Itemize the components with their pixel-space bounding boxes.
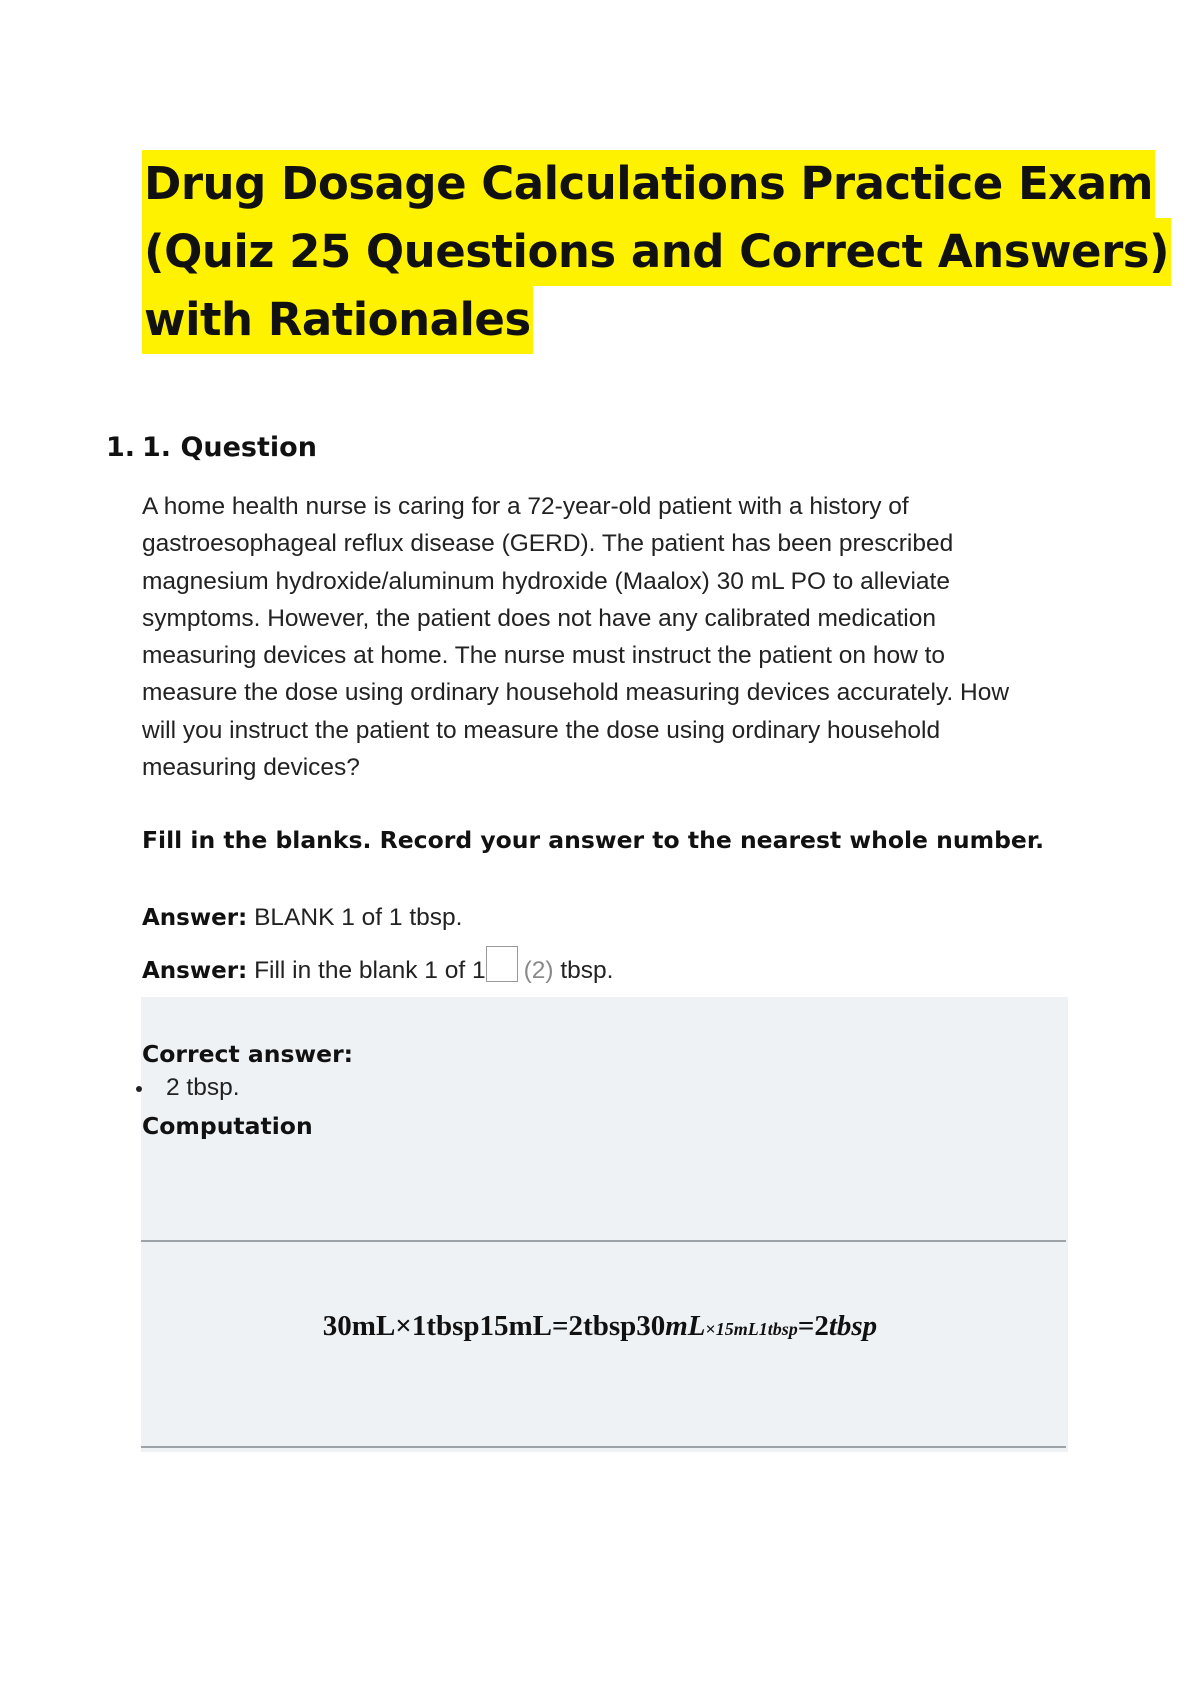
- question-text: [142, 488, 1042, 786]
- answer-text: BLANK 1 of 1 tbsp.: [254, 904, 463, 931]
- title-line-3: with Rationales: [142, 286, 533, 354]
- bullet-icon: [136, 1086, 142, 1092]
- question-text-line: gastroesophageal reflux disease (GERD). The patient has been prescribed: [142, 530, 954, 558]
- correct-answer-label: Correct answer:: [142, 1040, 354, 1068]
- answer-blank-input[interactable]: [486, 946, 518, 982]
- answer-label: Answer:: [142, 905, 248, 931]
- computation-formula: [0, 1310, 1200, 1343]
- correct-answer-item: [136, 1074, 240, 1102]
- answer-text: Fill in the blank 1 of 1: [254, 957, 486, 984]
- document-title: [142, 150, 1170, 354]
- instruction-text: Fill in the blanks. Record your answer to the nearest whole number.: [142, 826, 1045, 854]
- title-line-2: (Quiz 25 Questions and Correct Answers): [142, 218, 1171, 286]
- question-text-line: measuring devices at home. The nurse must instruct the patient on how to: [142, 642, 946, 670]
- formula-c: tbsp: [828, 1310, 878, 1342]
- question-title: 1. Question: [142, 432, 317, 463]
- panel-divider: [141, 1446, 1066, 1448]
- question-heading: [106, 432, 317, 463]
- title-line-1: Drug Dosage Calculations Practice Exam: [142, 150, 1155, 218]
- formula-times: ×: [705, 1319, 716, 1339]
- computation-label: Computation: [142, 1112, 313, 1140]
- panel-divider: [141, 1240, 1066, 1242]
- answer-line-1: [142, 904, 462, 932]
- question-text-line: symptoms. However, the patient does not have any calibrated medication: [142, 604, 936, 632]
- question-text-line: will you instruct the patient to measure the dose using ordinary household: [142, 716, 941, 744]
- formula-plain: 30mL×1tbsp15mL=2tbsp: [322, 1310, 637, 1342]
- question-text-line: measure the dose using ordinary household measuring devices accurately. How: [142, 679, 1010, 707]
- question-list-number: 1.: [106, 432, 136, 463]
- question-text-line: measuring devices?: [142, 754, 360, 782]
- answer-label: Answer:: [142, 958, 248, 984]
- question-text-line: A home health nurse is caring for a 72-year-old patient with a history of: [142, 493, 909, 520]
- answer-line-2: [142, 946, 614, 985]
- formula-b: mL: [665, 1310, 706, 1342]
- answer-hint: (2): [523, 957, 554, 984]
- correct-answer-value: 2 tbsp.: [166, 1074, 240, 1101]
- formula-a: 30: [636, 1310, 666, 1342]
- question-text-line: magnesium hydroxide/aluminum hydroxide (Maalox) 30 mL PO to alleviate: [142, 567, 950, 595]
- formula-equals: =2: [797, 1310, 829, 1342]
- answer-unit: tbsp.: [560, 957, 614, 984]
- formula-small: 15mL1tbsp: [715, 1319, 798, 1339]
